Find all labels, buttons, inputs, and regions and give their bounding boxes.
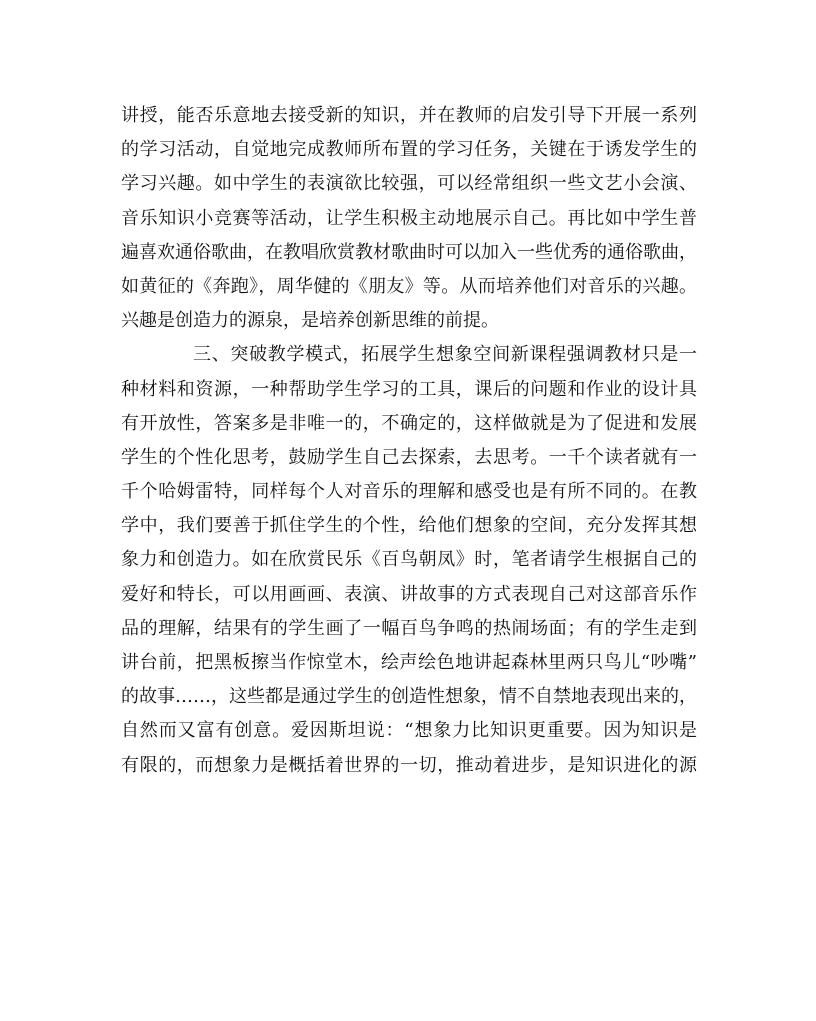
- body-text: [121, 99, 697, 783]
- text-line: 的故事……，这些都是通过学生的创造性想象，情不自禁地表现出来的，: [121, 686, 697, 708]
- text-line: 遍喜欢通俗歌曲，在教唱欣赏教材歌曲时可以加入一些优秀的通俗歌曲，: [121, 241, 697, 263]
- text-line: 学中，我们要善于抓住学生的个性，给他们想象的空间，充分发挥其想: [121, 515, 697, 537]
- text-line: 象力和创造力。如在欣赏民乐《百鸟朝凤》时，笔者请学生根据自己的: [121, 549, 697, 571]
- text-line: 爱好和特长，可以用画画、表演、讲故事的方式表现自己对这部音乐作: [121, 583, 697, 605]
- text-line: 有限的，而想象力是概括着世界的一切，推动着进步，是知识进化的源: [121, 754, 697, 776]
- text-line: 种材料和资源，一种帮助学生学习的工具，课后的问题和作业的设计具: [121, 378, 697, 400]
- text-line: 的学习活动，自觉地完成教师所布置的学习任务，关键在于诱发学生的: [121, 139, 697, 161]
- section-heading-line: 三、突破教学模式，拓展学生想象空间新课程强调教材只是一: [193, 344, 697, 366]
- paragraph-end-line: 兴趣是创造力的源泉，是培养创新思维的前提。: [121, 310, 499, 332]
- text-line: 如黄征的《奔跑》，周华健的《朋友》等。从而培养他们对音乐的兴趣。: [121, 275, 697, 297]
- text-line: 自然而又富有创意。爱因斯坦说：“想象力比知识更重要。因为知识是: [121, 720, 697, 742]
- text-line: 讲授，能否乐意地去接受新的知识，并在教师的启发引导下开展一系列: [121, 105, 697, 126]
- text-line: 品的理解，结果有的学生画了一幅百鸟争鸣的热闹场面；有的学生走到: [121, 617, 697, 639]
- text-line: 讲台前，把黑板擦当作惊堂木，绘声绘色地讲起森林里两只鸟儿“吵嘴”: [121, 652, 697, 673]
- text-line: 学生的个性化思考，鼓励学生自己去探索，去思考。一千个读者就有一: [121, 446, 697, 468]
- text-line: 千个哈姆雷特，同样每个人对音乐的理解和感受也是有所不同的。在教: [121, 481, 697, 503]
- text-line: 有开放性，答案多是非唯一的，不确定的，这样做就是为了促进和发展: [121, 412, 697, 434]
- text-line: 学习兴趣。如中学生的表演欲比较强，可以经常组织一些文艺小会演、: [121, 173, 697, 195]
- text-line: 音乐知识小竞赛等活动，让学生积极主动地展示自己。再比如中学生普: [121, 207, 697, 229]
